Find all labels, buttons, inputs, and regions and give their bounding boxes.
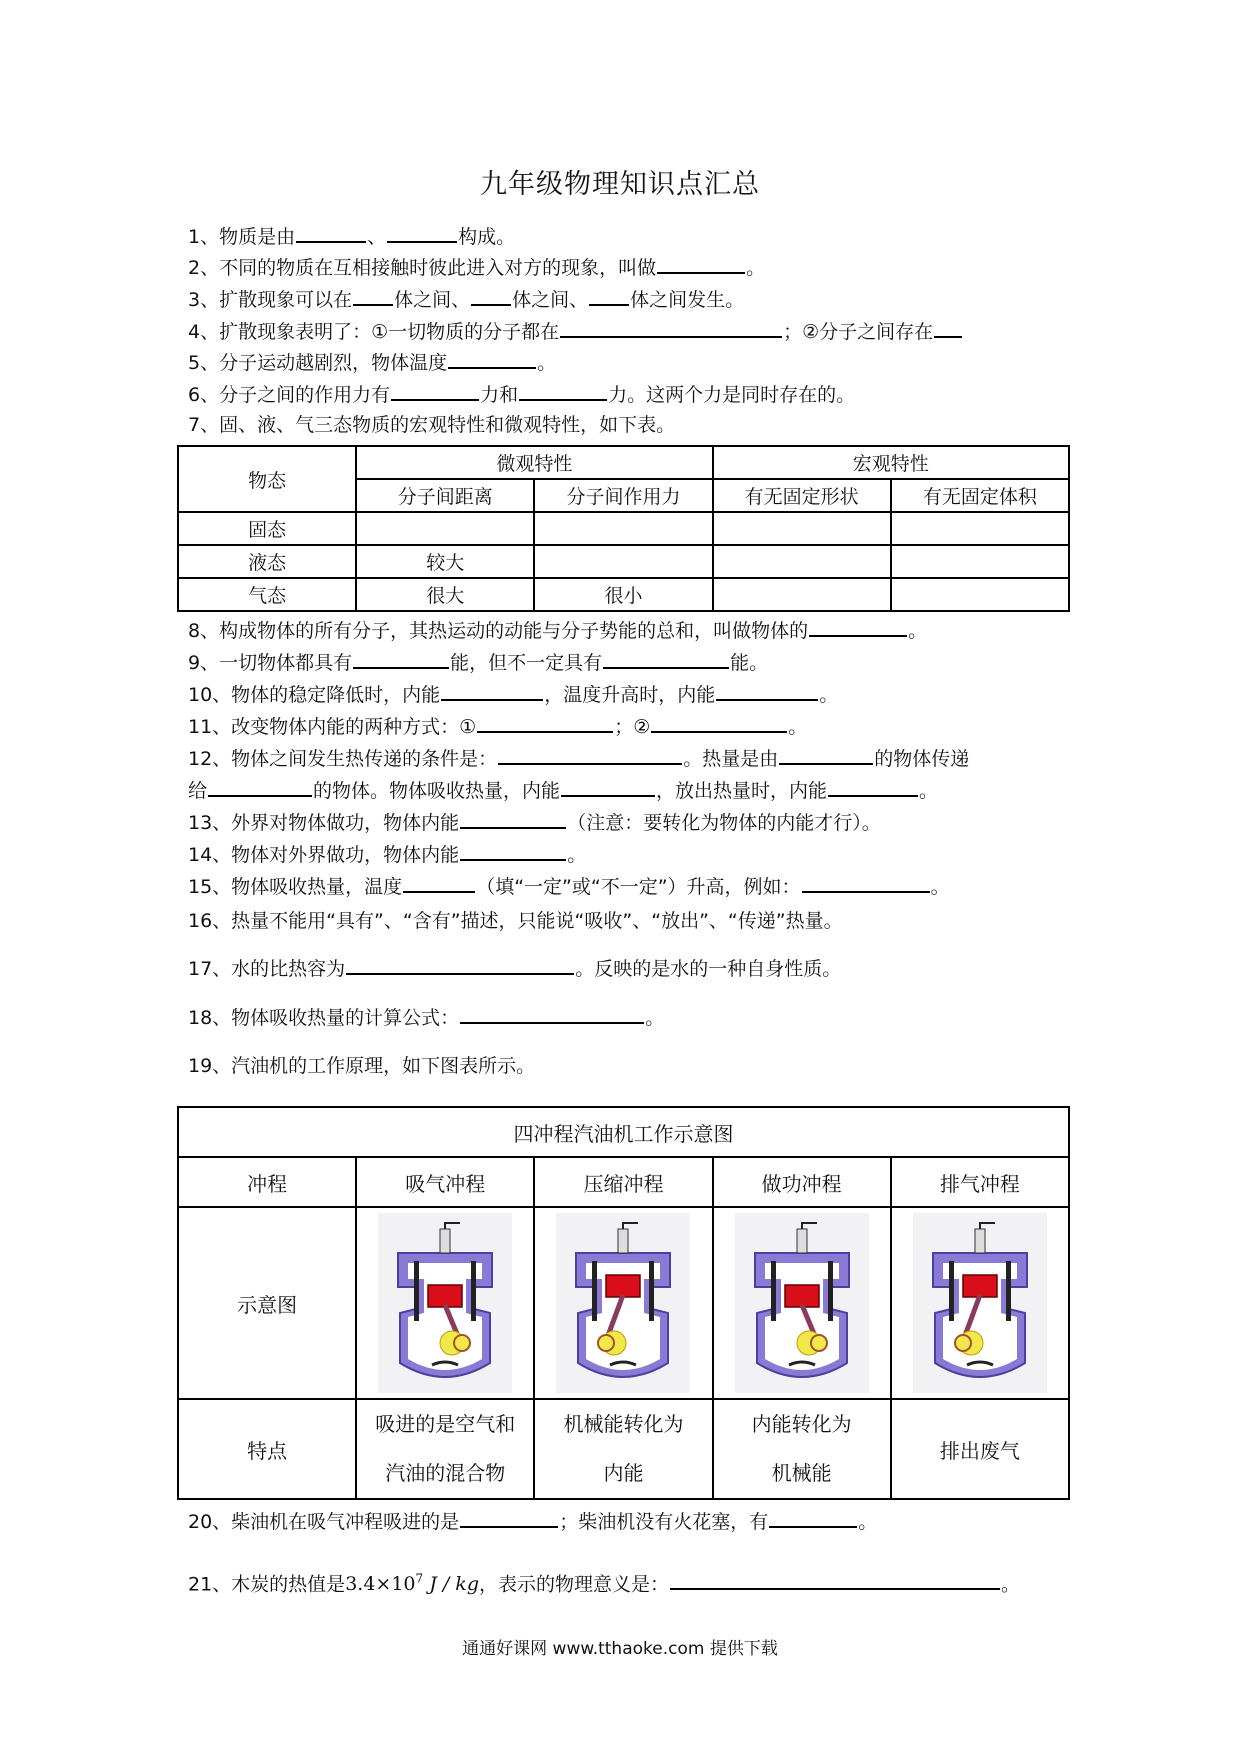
q3-text: 体之间发生。: [630, 289, 745, 311]
question-19: [188, 1053, 535, 1079]
answer-blank[interactable]: [208, 777, 312, 797]
q6-text: 力。这两个力是同时存在的。: [608, 384, 856, 406]
q10-text: ，温度升高时，内能: [544, 684, 716, 706]
subheader: 分子间距离: [356, 479, 534, 512]
question-8: [188, 617, 927, 644]
answer-blank[interactable]: [802, 873, 930, 893]
question-20: [188, 1508, 877, 1535]
question-11: [188, 713, 807, 740]
answer-blank[interactable]: [387, 223, 457, 243]
feature-line: 机械能转化为: [563, 1412, 684, 1436]
question-13: [188, 809, 881, 836]
q12-text: 12、物体之间发生热传递的条件是：: [188, 748, 498, 770]
q18-text: 。: [645, 1007, 665, 1029]
power-stroke-engine-icon: [735, 1213, 869, 1393]
table-row: [178, 545, 1069, 578]
answer-cell[interactable]: 很小: [534, 578, 712, 611]
question-1: [188, 223, 515, 250]
answer-blank[interactable]: [716, 681, 818, 701]
q9-text: 能，但不一定具有: [450, 652, 603, 674]
stroke-name: 吸气冲程: [356, 1157, 534, 1207]
header-macro: 宏观特性: [713, 446, 1069, 479]
answer-cell[interactable]: 很大: [356, 578, 534, 611]
q10-text: 10、物体的稳定降低时，内能: [188, 684, 441, 706]
question-2: [188, 254, 765, 281]
answer-blank[interactable]: [448, 349, 536, 369]
q20-text: 20、柴油机在吸气冲程吸进的是: [188, 1511, 460, 1533]
q14-text: 。: [567, 844, 587, 866]
answer-blank[interactable]: [391, 381, 479, 401]
answer-blank[interactable]: [670, 1570, 1000, 1590]
answer-cell[interactable]: [356, 512, 534, 545]
q21-text: 21、木炭的热值是: [188, 1573, 346, 1596]
answer-cell[interactable]: [891, 578, 1069, 611]
question-21: [188, 1566, 1020, 1597]
answer-blank[interactable]: [346, 955, 574, 975]
q12-text: 的物体传递: [874, 748, 970, 770]
state-cell: 液态: [178, 545, 356, 578]
page-title: 九年级物理知识点汇总: [480, 169, 760, 200]
answer-blank[interactable]: [560, 318, 782, 338]
answer-blank[interactable]: [403, 873, 475, 893]
diagram-cell: [534, 1207, 712, 1399]
engine-table-caption: 四冲程汽油机工作示意图: [178, 1107, 1069, 1157]
q6-text: 6、分子之间的作用力有: [188, 384, 391, 406]
q15-text: （填“一定”或“不一定”）升高，例如：: [476, 876, 801, 898]
answer-blank[interactable]: [519, 381, 607, 401]
heat-value: 3.4×10: [345, 1573, 416, 1596]
feature-line: 吸进的是空气和: [375, 1412, 516, 1436]
header-micro: 微观特性: [356, 446, 712, 479]
q1-text: 构成。: [458, 226, 516, 248]
feature-line: 机械能: [771, 1461, 832, 1485]
question-9: [188, 649, 768, 676]
heat-value-unit: J / kg: [429, 1573, 479, 1596]
q14-text: 14、物体对外界做功，物体内能: [188, 844, 460, 866]
feature-line: 排出废气: [939, 1438, 1020, 1463]
q8-text: 。: [908, 620, 928, 642]
answer-blank[interactable]: [828, 777, 918, 797]
q12-text: 的物体。物体吸收热量，内能: [313, 780, 561, 802]
answer-blank[interactable]: [561, 777, 655, 797]
footer-source: 通通好课网 www.tthaoke.com 提供下载: [462, 1639, 778, 1659]
question-18: [188, 1004, 664, 1031]
q17-text: 17、水的比热容为: [188, 958, 346, 980]
feature-cell: [534, 1399, 712, 1499]
answer-blank[interactable]: [441, 681, 543, 701]
question-14: [188, 841, 586, 868]
answer-blank[interactable]: [353, 649, 449, 669]
answer-blank[interactable]: [809, 617, 907, 637]
q11-text: 11、改变物体内能的两种方式：①: [188, 716, 477, 738]
q11-text: ；②: [614, 716, 651, 738]
q12-text: 。: [919, 780, 939, 802]
q20-text: 。: [858, 1511, 878, 1533]
question-17: [188, 955, 841, 982]
q15-text: 。: [930, 876, 950, 898]
q1-text: 、: [367, 226, 387, 248]
answer-blank[interactable]: [460, 1004, 644, 1024]
q5-text: 5、分子运动越剧烈，物体温度: [188, 352, 448, 374]
q20-text: ；柴油机没有火花塞，有: [559, 1511, 769, 1533]
answer-blank[interactable]: [779, 745, 873, 765]
answer-blank[interactable]: [498, 745, 682, 765]
q4-text: ；②分子之间存在: [783, 321, 934, 343]
answer-cell[interactable]: [713, 512, 891, 545]
answer-blank[interactable]: [934, 318, 962, 338]
q15-text: 15、物体吸收热量，温度: [188, 876, 403, 898]
q1-text: 1、物质是由: [188, 226, 296, 248]
answer-blank[interactable]: [353, 286, 393, 306]
stroke-name: 压缩冲程: [534, 1157, 712, 1207]
compression-stroke-engine-icon: [556, 1213, 690, 1393]
q12-text: ，放出热量时，内能: [656, 780, 828, 802]
q13-text: （注意：要转化为物体的内能才行）。: [567, 812, 881, 834]
answer-blank[interactable]: [460, 841, 566, 861]
diagram-cell: [891, 1207, 1069, 1399]
diagram-cell: [713, 1207, 891, 1399]
question-16: [188, 908, 843, 934]
q16-text: 16、热量不能用“具有”、“含有”描述，只能说“吸收”、“放出”、“传递”热量。: [188, 910, 843, 932]
stroke-name: 做功冲程: [713, 1157, 891, 1207]
q3-text: 3、扩散现象可以在: [188, 289, 353, 311]
q18-text: 18、物体吸收热量的计算公式：: [188, 1007, 460, 1029]
table-row: [178, 512, 1069, 545]
q13-text: 13、外界对物体做功，物体内能: [188, 812, 460, 834]
answer-cell[interactable]: [891, 545, 1069, 578]
answer-blank[interactable]: [603, 649, 729, 669]
answer-blank[interactable]: [589, 286, 629, 306]
q2-text: 2、不同的物质在互相接触时彼此进入对方的现象，叫做: [188, 257, 657, 279]
intake-stroke-engine-icon: [378, 1213, 512, 1393]
feature-line: 汽油的混合物: [385, 1461, 506, 1485]
subheader: 分子间作用力: [534, 479, 712, 512]
q12-text: 给: [188, 780, 208, 802]
feature-cell: [713, 1399, 891, 1499]
state-cell: 固态: [178, 512, 356, 545]
diagram-cell: [356, 1207, 534, 1399]
answer-blank[interactable]: [769, 1508, 857, 1528]
question-6: [188, 381, 855, 408]
answer-blank[interactable]: [460, 809, 566, 829]
header-state: 物态: [178, 446, 356, 512]
q11-text: 。: [788, 716, 808, 738]
q17-text: 。反映的是水的一种自身性质。: [575, 958, 842, 980]
question-12: [188, 745, 969, 772]
answer-blank[interactable]: [471, 286, 511, 306]
feature-line: 内能: [603, 1461, 644, 1485]
answer-blank[interactable]: [657, 254, 745, 274]
engine-strokes-table: [177, 1106, 1070, 1500]
subheader: 有无固定形状: [713, 479, 891, 512]
table-row: [178, 578, 1069, 611]
question-10: [188, 681, 838, 708]
q9-text: 9、一切物体都具有: [188, 652, 353, 674]
question-4: [188, 318, 963, 345]
answer-blank[interactable]: [477, 713, 613, 733]
answer-cell[interactable]: [534, 545, 712, 578]
q12-text: 。热量是由: [683, 748, 779, 770]
question-5: [188, 349, 556, 376]
answer-blank[interactable]: [296, 223, 366, 243]
heat-value-exponent: 7: [415, 1572, 424, 1586]
heat-value-formula: [345, 1573, 479, 1595]
exhaust-stroke-engine-icon: [913, 1213, 1047, 1393]
answer-cell[interactable]: [713, 545, 891, 578]
subheader: 有无固定体积: [891, 479, 1069, 512]
diagram-label: 示意图: [178, 1207, 356, 1399]
answer-cell[interactable]: [713, 578, 891, 611]
question-12-cont: [188, 777, 938, 804]
feature-line: 内能转化为: [751, 1412, 852, 1436]
feature-label: 特点: [178, 1399, 356, 1499]
answer-blank[interactable]: [460, 1508, 558, 1528]
feature-cell: [356, 1399, 534, 1499]
q3-text: 体之间、: [512, 289, 589, 311]
stroke-label: 冲程: [178, 1157, 356, 1207]
q7-text: 7、固、液、气三态物质的宏观特性和微观特性，如下表。: [188, 414, 676, 436]
answer-cell[interactable]: 较大: [356, 545, 534, 578]
q3-text: 体之间、: [394, 289, 471, 311]
q6-text: 力和: [480, 384, 519, 406]
answer-cell[interactable]: [534, 512, 712, 545]
q19-text: 19、汽油机的工作原理，如下图表所示。: [188, 1055, 536, 1077]
q5-text: 。: [537, 352, 557, 374]
stroke-name: 排气冲程: [891, 1157, 1069, 1207]
question-7: [188, 412, 675, 438]
q2-text: 。: [746, 257, 766, 279]
answer-blank[interactable]: [651, 713, 787, 733]
q9-text: 能。: [730, 652, 769, 674]
feature-cell: [891, 1399, 1069, 1499]
question-15: [188, 873, 950, 900]
state-cell: 气态: [178, 578, 356, 611]
q10-text: 。: [819, 684, 839, 706]
states-of-matter-table: [177, 445, 1070, 612]
q21-text: 。: [1001, 1573, 1021, 1596]
q4-text: 4、扩散现象表明了：①一切物质的分子都在: [188, 321, 560, 343]
question-3: [188, 286, 744, 313]
answer-cell[interactable]: [891, 512, 1069, 545]
q8-text: 8、构成物体的所有分子，其热运动的动能与分子势能的总和，叫做物体的: [188, 620, 809, 642]
q21-text: ，表示的物理意义是：: [478, 1573, 669, 1596]
